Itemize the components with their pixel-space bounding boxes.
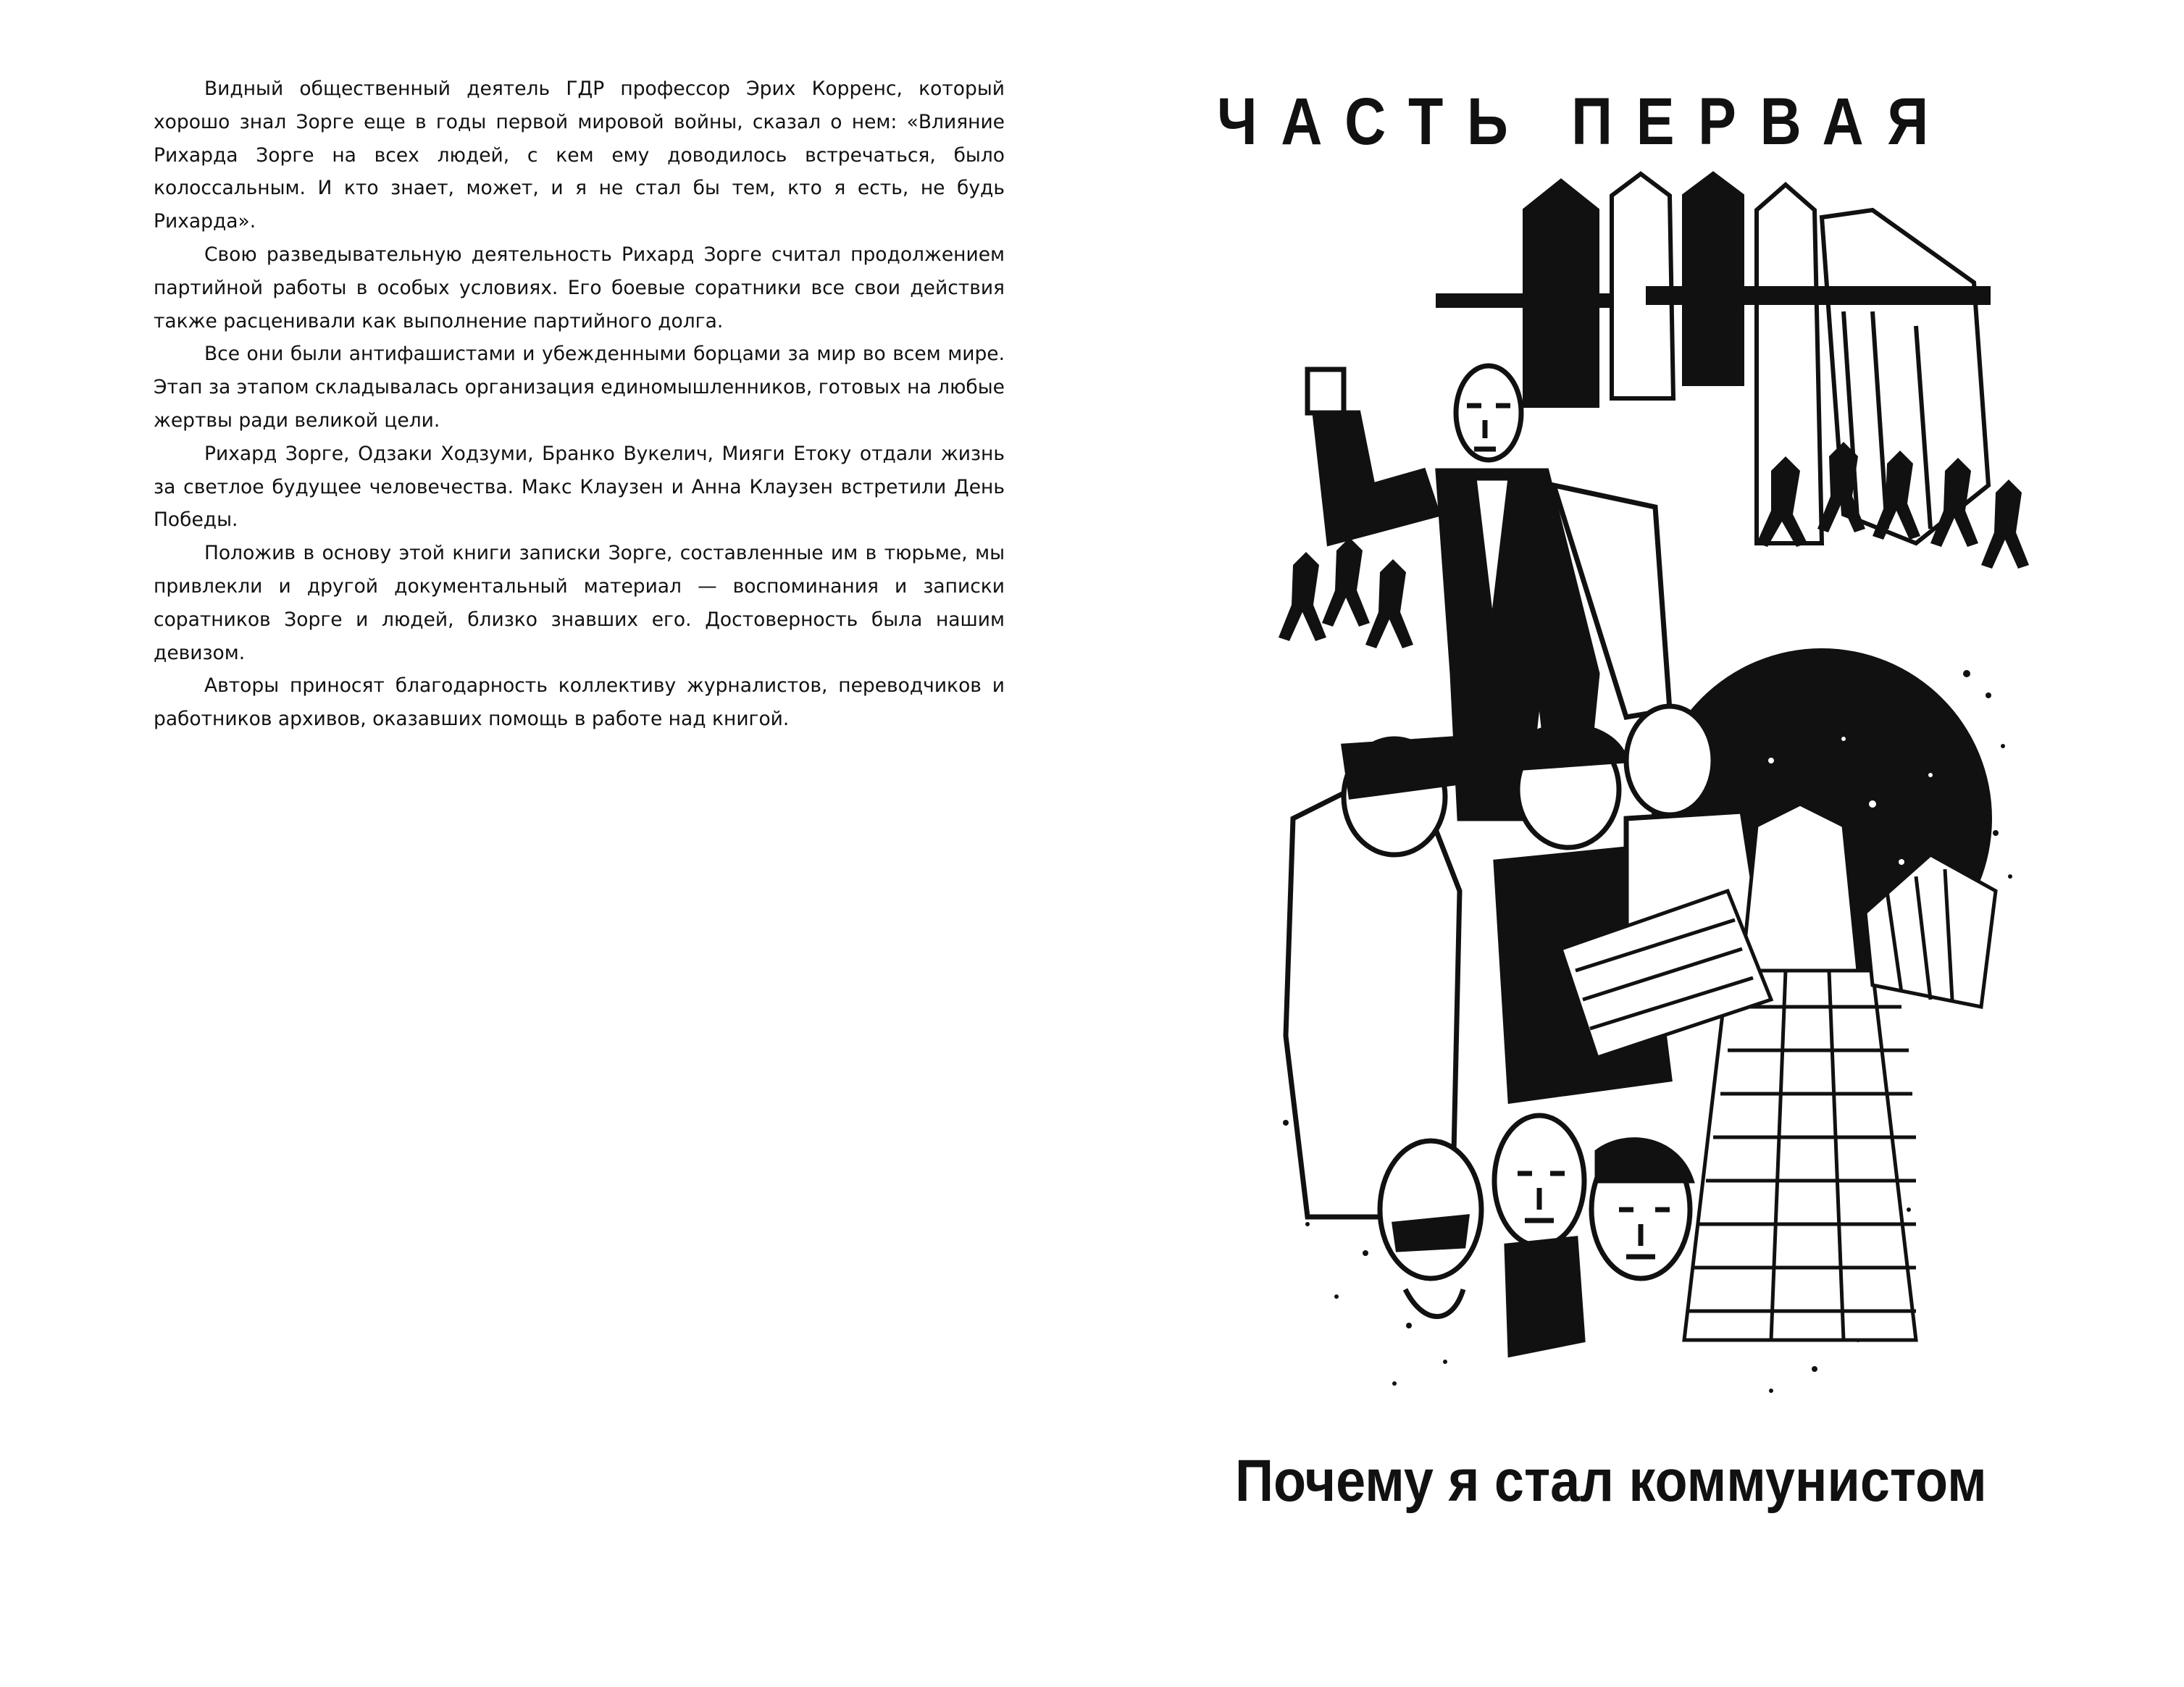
paragraph: Видный общественный деятель ГДР профессор Эрих Корренс, который хорошо знал Зорге еще в годы первой мировой войны, сказал о нем: «Влияние Рихарда Зорге на всех людей, с кем ему доводилось встречаться, было колоссальным. И кто знает, может, и я не стал бы тем, кто я есть, не будь Рихарда». [154,78,1005,233]
left-page-text [154,72,1005,736]
chapter-illustration [1221,167,2057,1412]
paragraph: Авторы приносят благодарность коллективу журналистов, переводчиков и работников архивов, оказавших помощь в работе над книгой. [154,674,1005,731]
chapter-title: Почему я стал коммунистом [1235,1448,1987,1514]
portrait-heads [1380,1115,1691,1355]
part-title: ЧАСТЬ ПЕРВАЯ [1217,85,1952,159]
paragraph: Положив в основу этой книги записки Зорге, составленные им в тюрьме, мы привлекли и другой документальный материал — воспоминания и записки соратников Зорге и людей, близко знавших его. Достоверность была нашим девизом. [154,542,1005,664]
paragraph: Свою разведывательную деятельность Рихард Зорге считал продолжением партийной работы в особых условиях. Его боевые соратники все свои действия также расценивали как выполнение партийного долга. [154,243,1005,332]
paragraph: Все они были антифашистами и убежденными борцами за мир во всем мире. Этап за этапом складывалась организация единомышленников, готовых на любые жертвы ради великой цели. [154,343,1005,432]
paragraph: Рихард Зорге, Одзаки Ходзуми, Бранко Вукелич, Мияги Етоку отдали жизнь за светлое будущее человечества. Макс Клаузен и Анна Клаузен встретили День Победы. [154,442,1005,532]
